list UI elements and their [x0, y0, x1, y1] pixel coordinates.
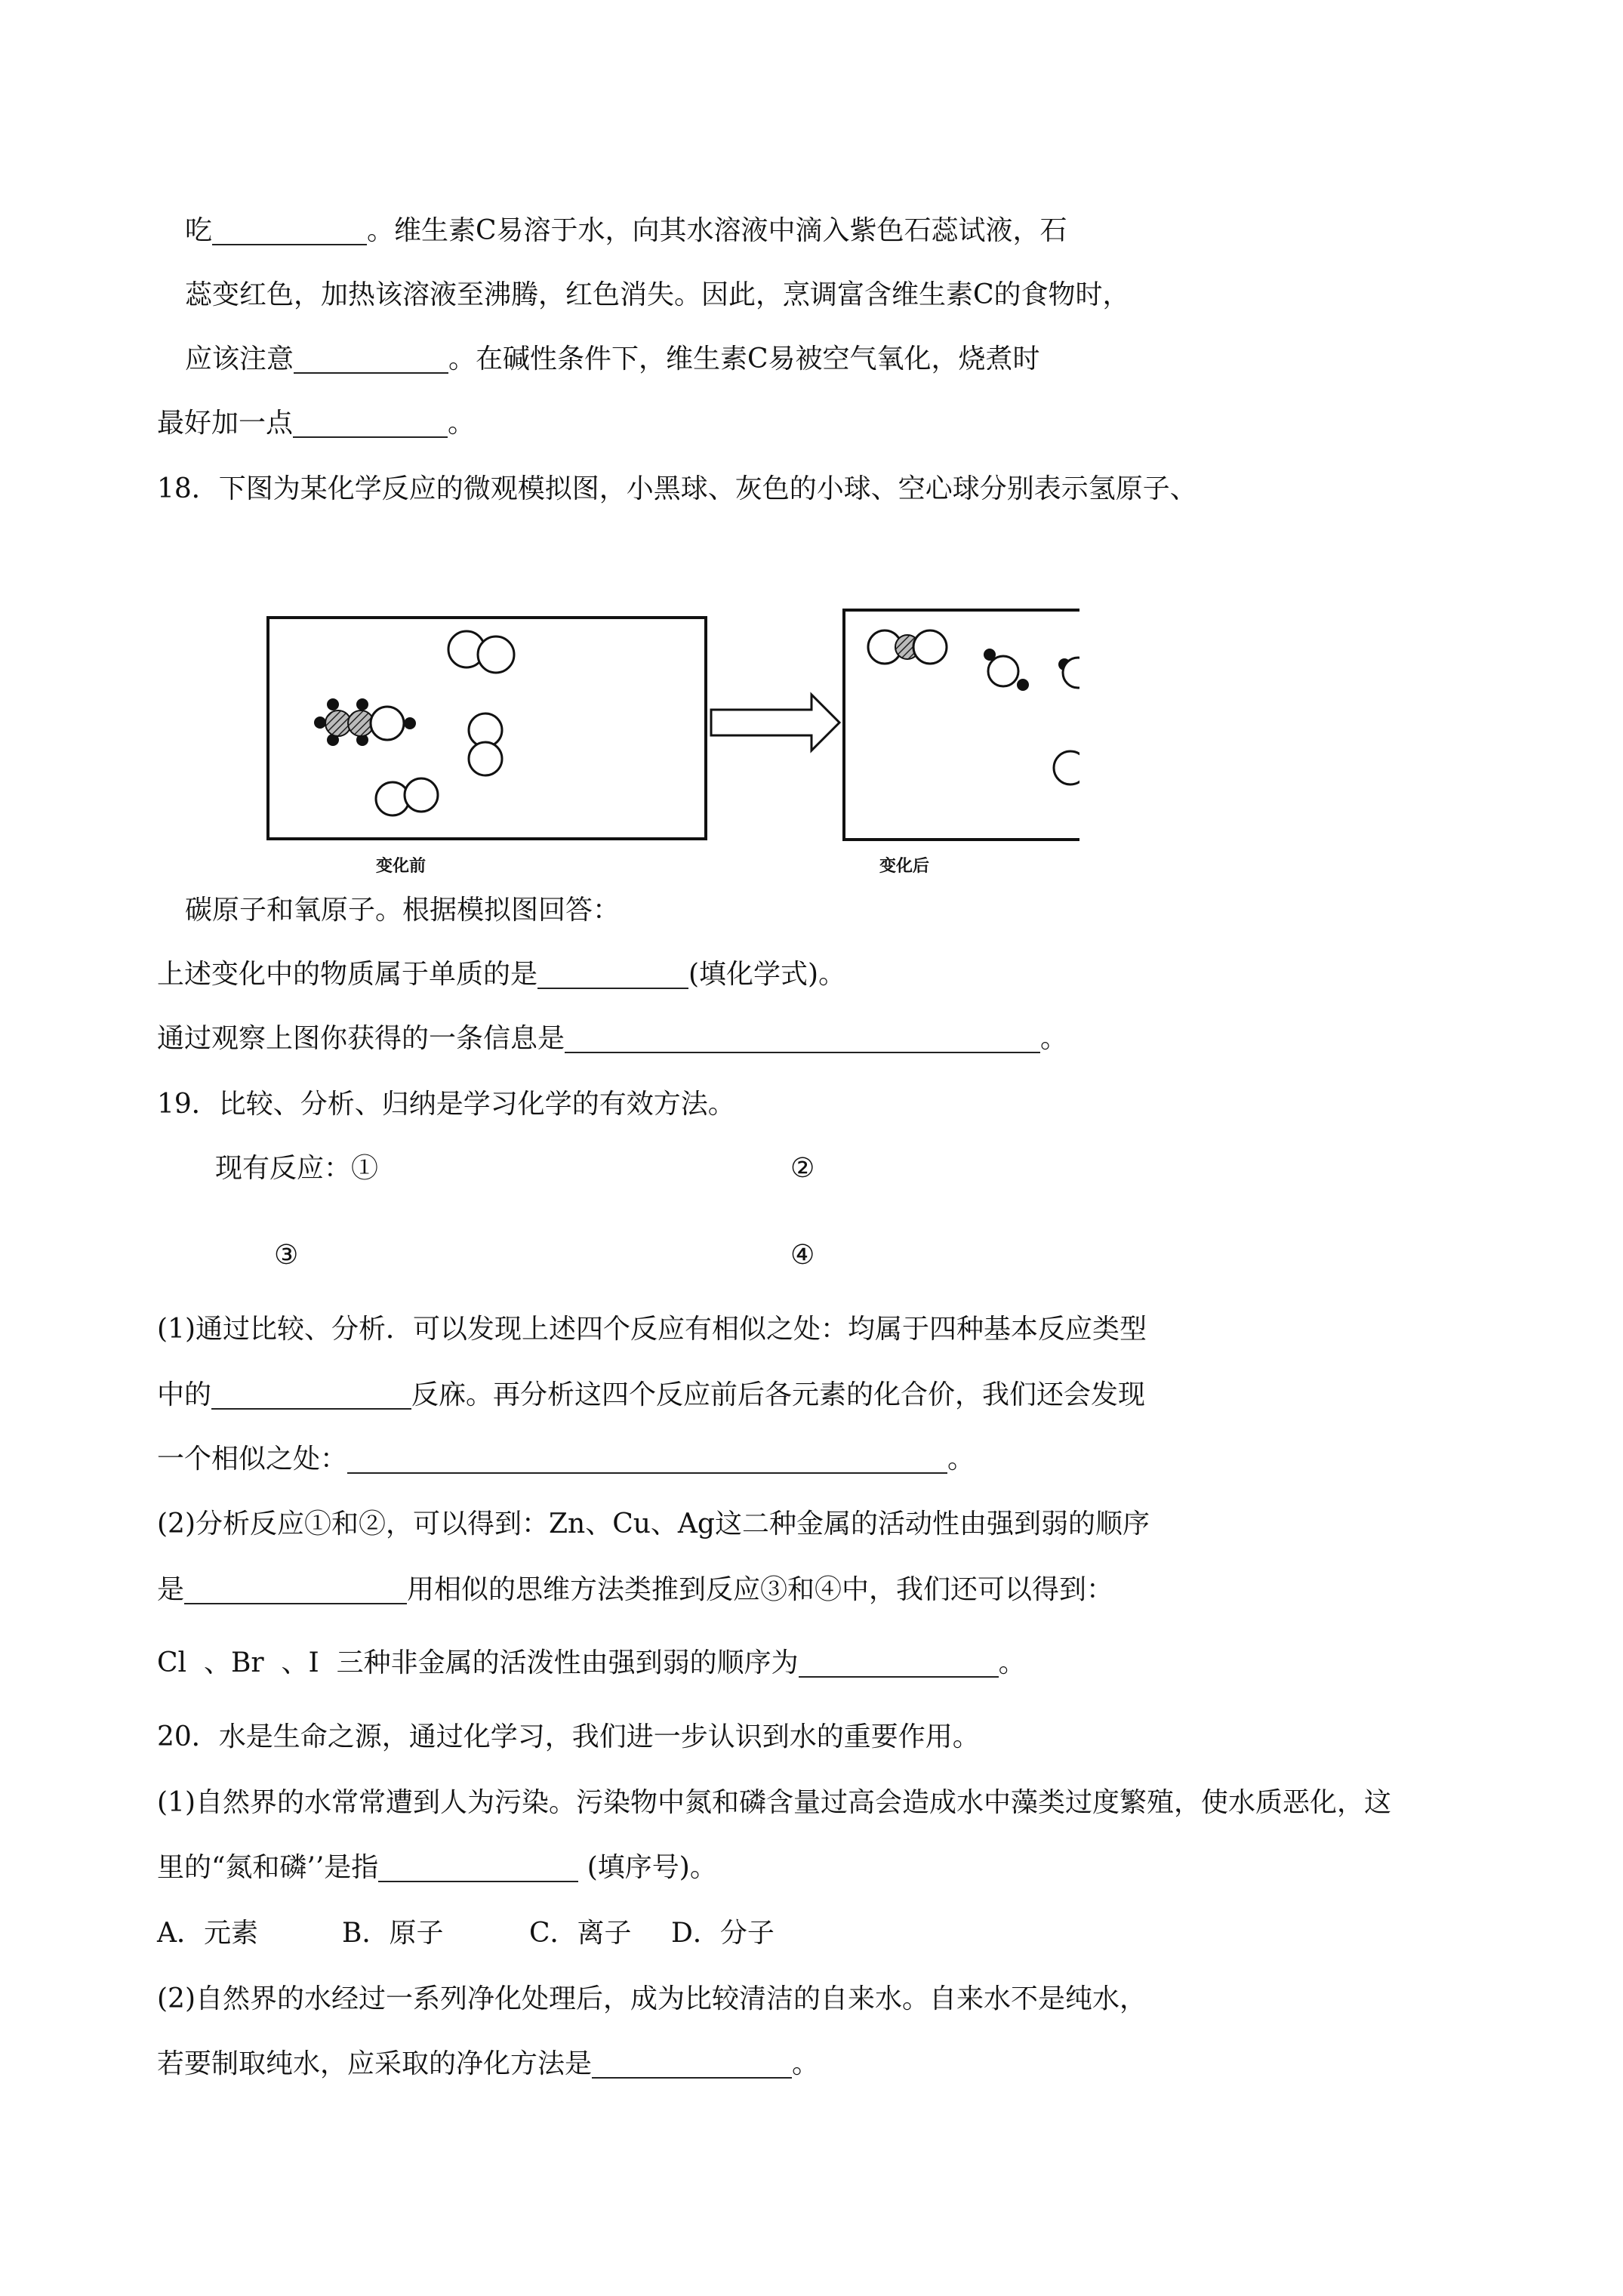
before-label: 变化前 [376, 857, 427, 876]
text: 中的 [157, 1379, 212, 1410]
answer-blank[interactable] [211, 1381, 411, 1410]
q19-part-1-line-1: (1)通过比较、分析．可以发现上述四个反应有相似之处：均属于四种基本反应类型 [157, 1314, 1147, 1345]
q18-intro: 18．下图为某化学反应的微观模拟图，小黑球、灰色的小球、空心球分别表示氢原子、 [157, 473, 1197, 504]
reaction-3-label: ③ [274, 1240, 299, 1271]
q17-line-2: 蕊变红色，加热该溶液至沸腾，红色消失。因此，烹调富含维生素C的食物时， [185, 279, 1130, 310]
q17-line-1 [185, 211, 1067, 251]
answer-blank[interactable] [294, 345, 448, 374]
text: 一个相似之处： [157, 1444, 348, 1475]
answer-blank[interactable] [537, 960, 688, 989]
answer-blank[interactable] [592, 2050, 792, 2079]
q18-continuation: 碳原子和氧原子。根据模拟图回答： [185, 895, 621, 926]
text: 。 [1040, 1023, 1068, 1054]
reaction-4-label: ④ [790, 1240, 815, 1271]
text: 。 [448, 408, 476, 439]
text: (填序号)。 [578, 1852, 717, 1883]
q17-line-4 [157, 404, 475, 443]
oxygen-atom [988, 656, 1018, 686]
option-d[interactable]: D．分子 [671, 1918, 775, 1949]
q18-question-1 [157, 955, 845, 994]
q20-intro: 20．水是生命之源，通过化学习，我们进一步认识到水的重要作用。 [157, 1721, 980, 1752]
oxygen-atom [1054, 751, 1079, 784]
text: 吃 [185, 215, 213, 246]
q20-part-2-line-1: (2)自然界的水经过一系列净化处理后，成为比较清洁的自来水。自来水不是纯水， [157, 1983, 1147, 2014]
text: 应该注意 [185, 344, 294, 374]
answer-blank[interactable] [799, 1649, 999, 1678]
oxygen-atom [478, 636, 514, 673]
q19-part-1-line-2 [157, 1376, 1145, 1415]
q19-part-1-line-3 [157, 1440, 975, 1479]
text: 。 [998, 1647, 1026, 1678]
reaction-2-label: ② [790, 1153, 815, 1184]
text: 里的“氮和磷’’是指 [157, 1852, 379, 1883]
answer-blank[interactable] [378, 1854, 578, 1882]
carbon-atom [325, 710, 351, 736]
oxygen-atom [371, 707, 404, 740]
answer-blank[interactable] [565, 1025, 1040, 1053]
q19-part-2-line-2 [157, 1570, 1113, 1610]
reaction-arrow [711, 695, 839, 750]
q19-intro: 19．比较、分析、归纳是学习化学的有效方法。 [157, 1089, 735, 1120]
text: 。在碱性条件下，维生素C易被空气氧化，烧煮时 [448, 344, 1040, 374]
reaction-1-label: 现有反应：① [215, 1153, 379, 1184]
text: 。 [792, 2048, 820, 2079]
text: (填化学式)。 [688, 959, 846, 990]
text: Cl 、Br 、I 三种非金属的活泼性由强到弱的顺序为 [157, 1647, 799, 1678]
q19-part-2-line-1: (2)分析反应①和②，可以得到：Zn、Cu、Ag这二种金属的活动性由强到弱的顺序 [157, 1509, 1150, 1539]
q20-part-1-line-1: (1)自然界的水常常遭到人为污染。污染物中氮和磷含量过高会造成水中藻类过度繁殖，使水质恶化，这 [157, 1787, 1391, 1818]
oxygen-atom [405, 778, 438, 812]
option-a[interactable]: A．元素 [157, 1918, 258, 1949]
answer-blank[interactable] [347, 1445, 947, 1474]
q20-part-2-line-2 [157, 2045, 819, 2084]
hydrogen-atom [327, 698, 339, 710]
text: 用相似的思维方法类推到反应③和④中，我们还可以得到： [407, 1574, 1114, 1605]
option-b[interactable]: B．原子 [342, 1918, 444, 1949]
text: 最好加一点 [157, 408, 294, 439]
oxygen-atom [469, 742, 502, 775]
text: 反庥。再分析这四个反应前后各元素的化合价，我们还会发现 [411, 1379, 1146, 1410]
answer-blank[interactable] [293, 409, 448, 438]
q17-line-3 [185, 340, 1040, 379]
q19-part-2-line-3 [157, 1644, 1026, 1683]
hydrogen-atom [1017, 679, 1029, 691]
answer-blank[interactable] [212, 217, 367, 245]
text: 是 [157, 1574, 185, 1605]
oxygen-atom [913, 630, 947, 664]
hydrogen-atom [314, 717, 326, 729]
text: 若要制取纯水，应采取的净化方法是 [157, 2048, 593, 2079]
text: 上述变化中的物质属于单质的是 [157, 959, 538, 990]
answer-blank[interactable] [184, 1576, 407, 1604]
option-c[interactable]: C．离子 [529, 1918, 632, 1949]
reaction-diagram [249, 570, 1079, 880]
text: 通过观察上图你获得的一条信息是 [157, 1023, 565, 1054]
q20-options [157, 1914, 775, 1953]
after-label: 变化后 [879, 857, 930, 876]
hydrogen-atom [404, 717, 416, 729]
q20-part-1-line-2 [157, 1848, 717, 1888]
q18-question-2 [157, 1019, 1067, 1059]
text: 。 [947, 1444, 975, 1475]
hydrogen-atom [356, 698, 368, 710]
text: 。维生素C易溶于水，向其水溶液中滴入紫色石蕊试液，石 [367, 215, 1067, 246]
